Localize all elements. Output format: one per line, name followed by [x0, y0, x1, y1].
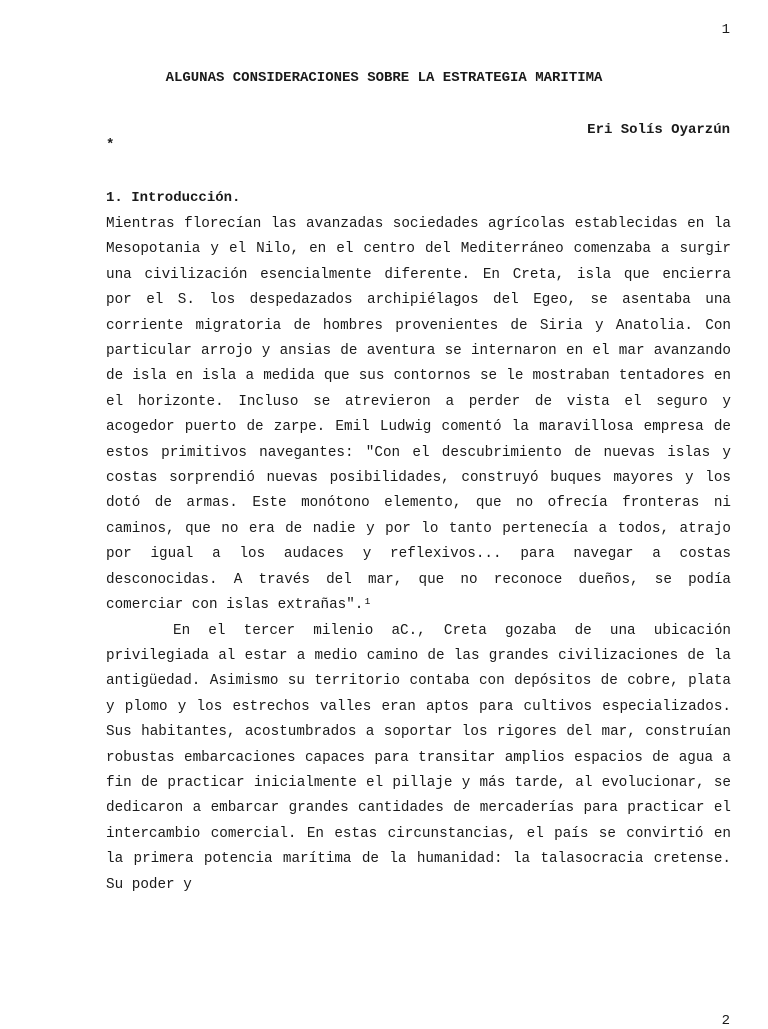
paragraph: Mientras florecían las avanzadas sociedades agrícolas establecidas en la Mesopotania y el Nilo, en el centro del Mediterráneo comenzaba a surgir una civilización esencialmente diferente. En Creta, isla que encierra por el S. los despedazados archipiélagos del Egeo, se asentaba una corriente migratoria de hombres provenientes de Siria y Anatolia. Con particular arrojo y ansias de aventura se internaron en el mar avanzando de isla en isla a medida que sus contornos se le mostraban tentadores en el horizonte. Incluso se atrevieron a perder de vista el seguro y acogedor puerto de zarpe. Emil Ludwig comentó la maravillosa empresa de estos primitivos navegantes: "Con el descubrimiento de nuevas islas y costas sorprendió nuevas posibilidades, construyó buques mayores y los dotó de armas. Este monótono elemento, que no ofrecía fronteras ni caminos, que no era de nadie y por lo tanto pertenecía a todos, atrajo por igual a los audaces y reflexivos... para navegar a costas desconocidas. A través del mar, que no reconoce dueños, se podía comerciar con islas extrañas".¹ [106, 216, 731, 614]
body-text [106, 212, 731, 898]
author-footnote-mark: * [106, 137, 115, 153]
document-title: ALGUNAS CONSIDERACIONES SOBRE LA ESTRATEGIA MARITIMA [165, 70, 603, 86]
section-heading: 1. Introducción. [106, 190, 241, 206]
paragraph: En el tercer milenio aC., Creta gozaba de una ubicación privilegiada al estar a medio camino de las grandes civilizaciones de la antigüedad. Asimismo su territorio contaba con depósitos de cobre, plata y plomo y los estrechos valles eran aptos para cultivos especializados. Sus habitantes, acostumbrados a soportar los rigores del mar, construían robustas embarcaciones capaces para transitar amplios espacios de agua a fin de practicar inicialmente el pillaje y más tarde, al evolucionar, se dedicaron a embarcar grandes cantidades de mercaderías para practicar el intercambio comercial. En estas circunstancias, el país se convirtió en la primera potencia marítima de la humanidad: la talasocracia cretense. Su poder y [106, 622, 731, 893]
author-name: Eri Solís Oyarzún [587, 122, 730, 138]
page-number: 1 [721, 22, 730, 38]
next-page-number: 2 [721, 1013, 730, 1029]
